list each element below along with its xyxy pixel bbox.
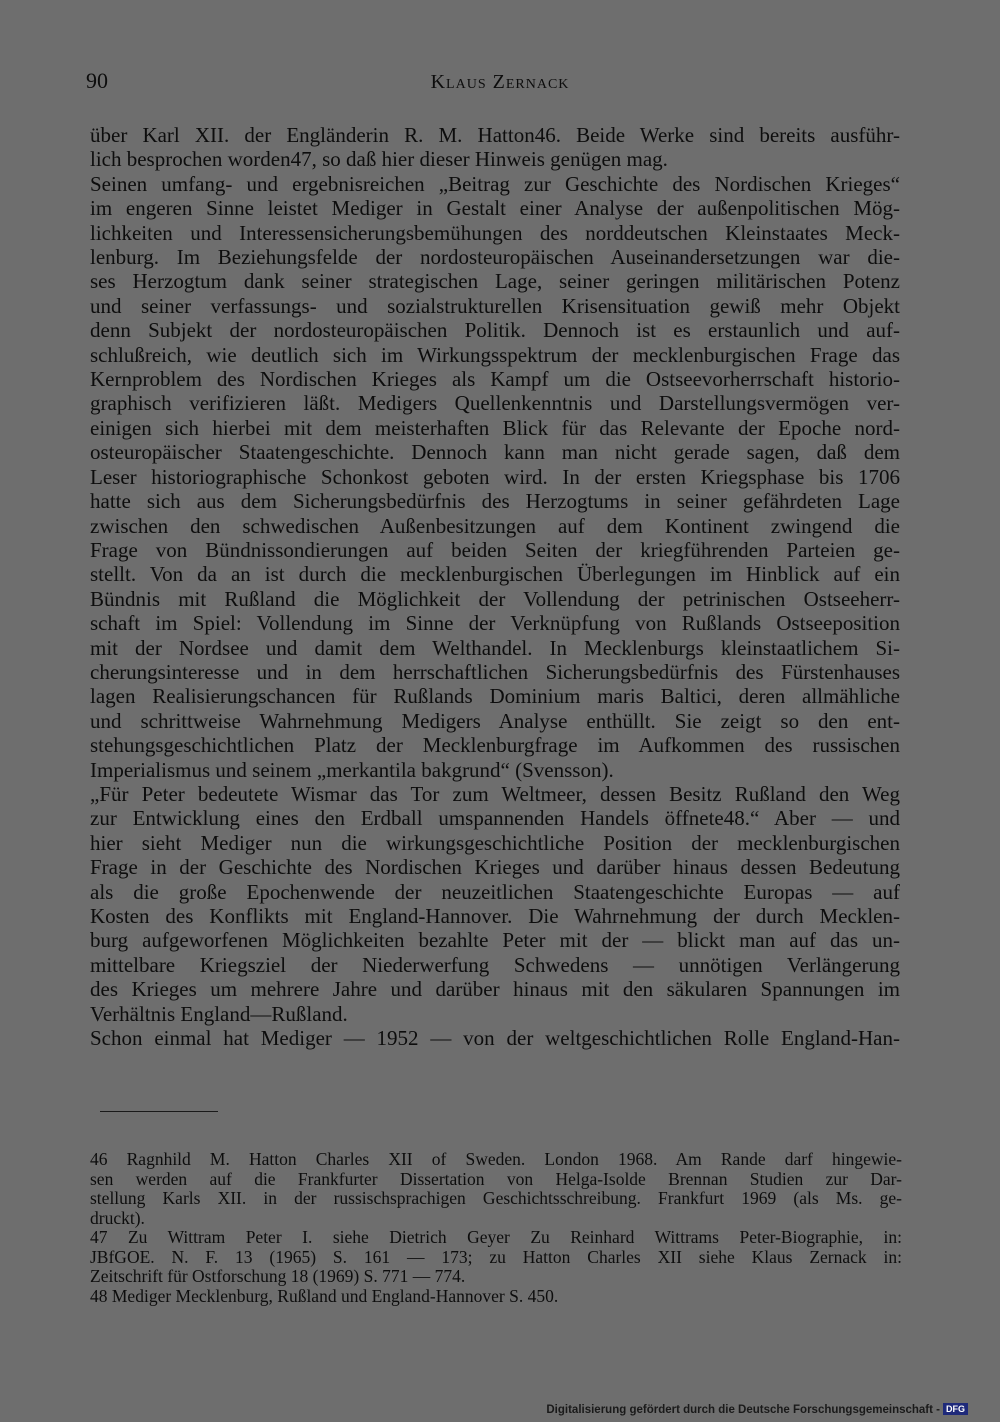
body-line: Kosten des Konflikts mit England-Hannover. Die Wahrnehmung der durch Mecklen-: [90, 904, 900, 928]
body-line: schlußreich, wie deutlich sich im Wirkungsspektrum der mecklenburgischen Frage das: [90, 342, 900, 367]
body-line: Frage von Bündnissondierungen auf beiden Seiten der kriegführenden Parteien ge-: [90, 537, 900, 562]
body-line: Leser historiographische Schonkost geboten wird. In der ersten Kriegsphase bis 1706: [90, 464, 900, 489]
footnotes: [90, 1150, 902, 1306]
body-line: cherungsinteresse und in dem herrschaftlichen Sicherungsbedürfnis des Fürstenhauses: [90, 659, 900, 684]
body-line: lagen Realisierungschancen für Rußlands Dominium maris Baltici, deren allmähliche: [90, 684, 900, 709]
body-line: Verhältnis England—Rußland.: [90, 1001, 348, 1026]
body-line: Schon einmal hat Mediger — 1952 — von der weltgeschichtlichen Rolle England-Han-: [90, 1026, 900, 1051]
body-line: osteuropäischer Staatengeschichte. Dennoch kann man nicht gerade sagen, daß dem: [90, 440, 900, 465]
body-line: Frage in der Geschichte des Nordischen Krieges und darüber hinaus dessen Bedeutung: [90, 855, 900, 880]
running-head-author: Klaus Zernack: [430, 71, 570, 93]
running-head: [0, 69, 1000, 95]
body-line: stehungsgeschichtlichen Platz der Mecklenburgfrage im Aufkommen des russischen: [90, 733, 900, 758]
body-line: im engeren Sinne leistet Mediger in Gestalt einer Analyse der außenpolitischen Mög-: [90, 196, 900, 221]
body-line: Imperialismus und seinem „merkantila bakgrund“ (Svensson).: [90, 757, 614, 782]
footnote-line: 46 Ragnhild M. Hatton Charles XII of Sweden. London 1968. Am Rande darf hingewie-: [90, 1149, 902, 1169]
body-line: über Karl XII. der Engländerin R. M. Hatton46. Beide Werke sind bereits ausführ-: [90, 123, 900, 147]
footnote-line: 48 Mediger Mecklenburg, Rußland und England-Hannover S. 450.: [90, 1285, 559, 1306]
footnote-line: stellung Karls XII. in der russischsprachigen Geschichtsschreibung. Frankfurt 1969 (als Ms. ge-: [90, 1188, 902, 1208]
body-line: zur Entwicklung eines den Erdball umspannenden Handels öffnete48.“ Aber — und: [90, 806, 900, 831]
digitization-credit: [546, 1403, 968, 1416]
dfg-logo: DFG: [943, 1403, 968, 1415]
body-line: des Krieges um mehrere Jahre und darüber hinaus mit den säkularen Spannungen im: [90, 977, 900, 1002]
body-line: hier sieht Mediger nun die wirkungsgeschichtliche Position der mecklenburgischen: [90, 830, 900, 855]
body-line: hatte sich aus dem Sicherungsbedürfnis des Herzogtums in seiner gefährdeten Lage: [90, 489, 900, 514]
body-line: und schrittweise Wahrnehmung Medigers Analyse enthüllt. Sie zeigt so den ent-: [90, 708, 900, 733]
body-line: einigen sich hierbei mit dem meisterhaften Blick für das Relevante der Epoche nord-: [90, 415, 900, 440]
footnote-line: sen werden auf die Frankfurter Dissertation von Helga-Isolde Brennan Studien zur Dar-: [90, 1168, 902, 1189]
credit-text: Digitalisierung gefördert durch die Deutsche Forschungsgemeinschaft -: [546, 1404, 940, 1416]
body-line: ses Herzogtum dank seiner strategischen Lage, seiner geringen militärischen Potenz: [90, 269, 900, 294]
body-line: schaft im Spiel: Vollendung im Sinne der Verknüpfung von Rußlands Ostseeposition: [90, 611, 900, 636]
body-line: und seiner verfassungs- und sozialstrukturellen Krisensituation gewiß mehr Objekt: [90, 293, 900, 318]
body-line: „Für Peter bedeutete Wismar das Tor zum Weltmeer, dessen Besitz Rußland den Weg: [90, 781, 900, 806]
footnote-line: 47 Zu Wittram Peter I. siehe Dietrich Geyer Zu Reinhard Wittrams Peter-Biographie, in:: [90, 1227, 902, 1247]
footnote-divider: [100, 1111, 218, 1112]
body-line: stellt. Von da an ist durch die mecklenburgischen Überlegungen im Hinblick auf ein: [90, 562, 900, 587]
body-line: graphisch verifizieren läßt. Medigers Quellenkenntnis und Darstellungsvermögen ver-: [90, 391, 900, 416]
body-line: Seinen umfang- und ergebnisreichen „Beitrag zur Geschichte des Nordischen Krieges“: [90, 171, 900, 196]
body-line: lenburg. Im Beziehungsfelde der nordosteuropäischen Auseinandersetzungen war die-: [90, 245, 900, 270]
body-text: [90, 123, 900, 1050]
body-line: Bündnis mit Rußland die Möglichkeit der Vollendung der petrinischen Ostseeherr-: [90, 586, 900, 611]
body-line: mit der Nordsee und damit dem Welthandel. In Mecklenburgs kleinstaatlichem Si-: [90, 635, 900, 660]
footnote-line: Zeitschrift für Ostforschung 18 (1969) S. 771 — 774.: [90, 1266, 466, 1286]
footnote-line: druckt).: [90, 1207, 145, 1228]
body-line: lich besprochen worden47, so daß hier dieser Hinweis genügen mag.: [90, 147, 668, 172]
body-line: lichkeiten und Interessensicherungsbemühungen des norddeutschen Kleinstaates Meck-: [90, 220, 900, 245]
footnote-line: JBfGOE. N. F. 13 (1965) S. 161 — 173; zu Hatton Charles XII siehe Klaus Zernack in:: [90, 1246, 902, 1267]
body-line: burg aufgeworfenen Möglichkeiten bezahlte Peter mit der — blickt man auf das un-: [90, 928, 900, 953]
page-number: 90: [86, 68, 108, 93]
body-line: Kernproblem des Nordischen Krieges als Kampf um die Ostseevorherrschaft historio-: [90, 367, 900, 392]
body-line: als die große Epochenwende der neuzeitlichen Staatengeschichte Europas — auf: [90, 879, 900, 904]
body-line: mittelbare Kriegsziel der Niederwerfung Schwedens — unnötigen Verlängerung: [90, 952, 900, 977]
body-line: zwischen den schwedischen Außenbesitzungen auf dem Kontinent zwingend die: [90, 513, 900, 538]
body-line: denn Subjekt der nordosteuropäischen Politik. Dennoch ist es erstaunlich und auf-: [90, 318, 900, 343]
